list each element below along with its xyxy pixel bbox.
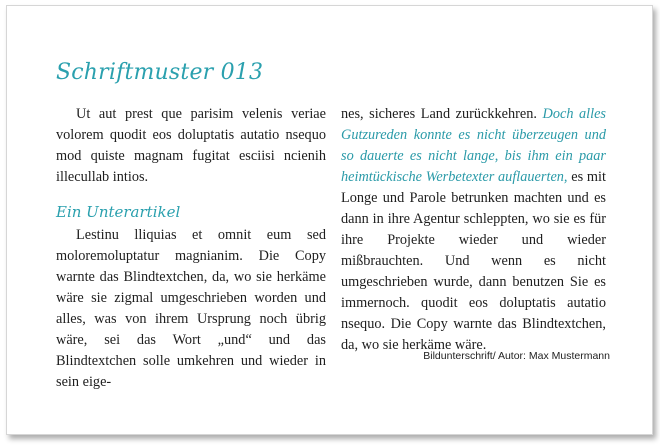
subheading: Ein Unterartikel (56, 203, 181, 221)
article-heading: Schriftmuster 013 (56, 60, 264, 85)
body-paragraph: Lestinu lliquias et omnit eum sed moloremoluptatur magnianim. Die Copy warnte das Blindtextchen, da, wo sie herkäme wäre sie zigmal umgeschrieben worden und alles, was von ihrem Ursprung noch übrig wäre, sei das Wort „und“ und das Blindtextchen solle umkehren und wieder in sein eige- (56, 227, 326, 390)
highlighted-text: Doch alles Gutzureden konnte es nicht überzeugen und so dauerte es nicht lange, bis ihm ein paar heimtückische Werbetexter auflauerten, (341, 106, 606, 185)
right-column (341, 104, 606, 356)
left-column (56, 104, 326, 393)
paragraph-text-1: nes, sicheres Land zurückkehren. (341, 106, 543, 122)
image-caption: Bildunterschrift/ Autor: Max Mustermann (423, 350, 610, 362)
intro-paragraph: Ut aut prest que parisim velenis veriae volorem quodit eos doluptatis autatio nsequo mod quiste magnam fugitat esciisi ncienih illecullab intios. (56, 106, 326, 185)
continued-paragraph (341, 104, 606, 356)
paragraph-text-2: es mit Longe und Parole betrunken machten und es dann in ihre Agentur schleppten, wo sie es für ihre Projekte wieder und wieder mißbrauchten. Und wenn es nicht umgeschrieben wurde, dann benutzen Sie es immernoch. quodit eos doluptatis autatio nsequo. Die Copy warnte das Blindtextchen, da, wo sie herkäme wäre. (341, 169, 606, 353)
